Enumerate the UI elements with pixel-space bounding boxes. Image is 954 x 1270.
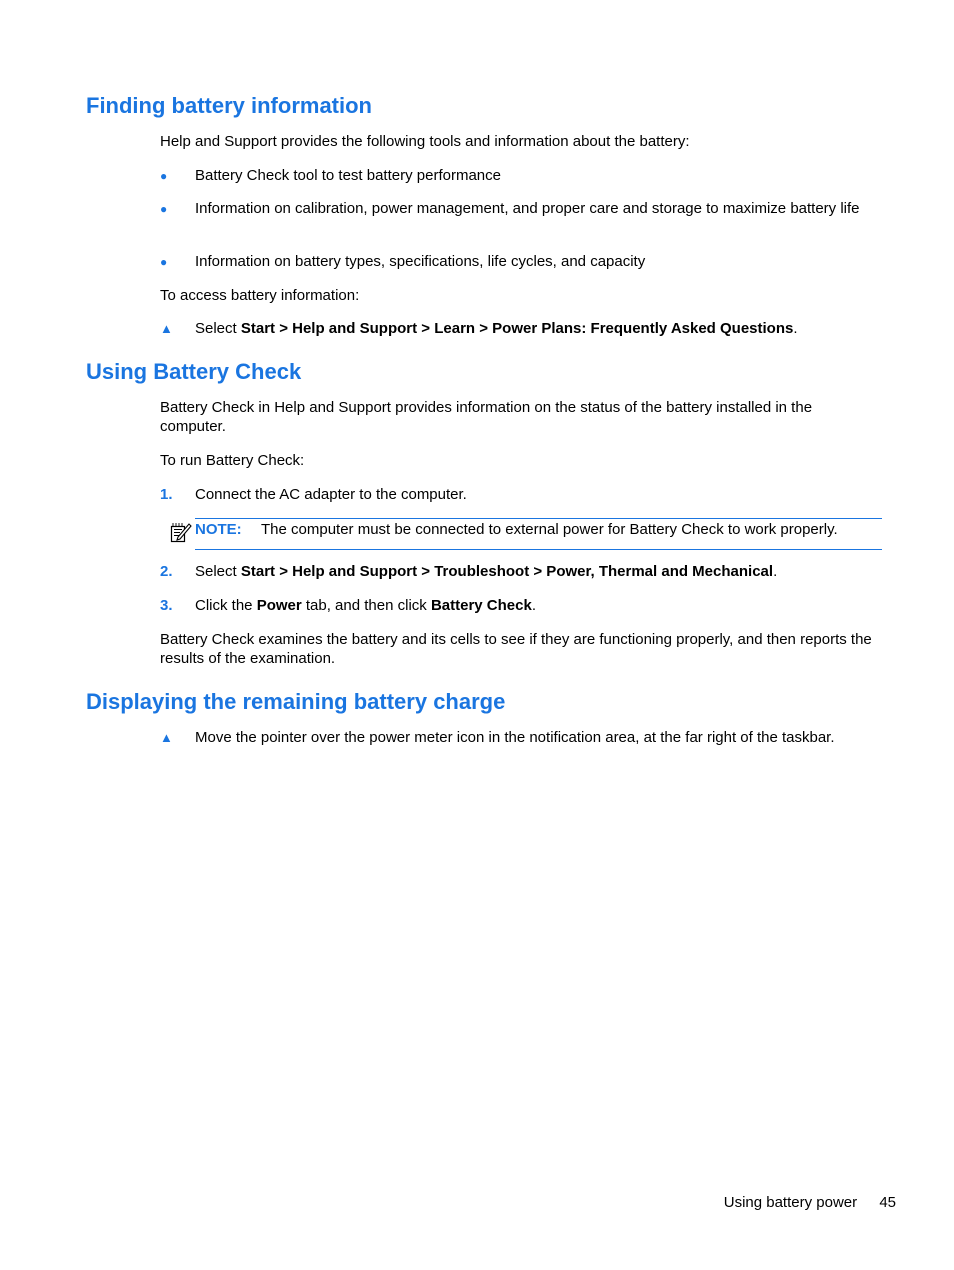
step-number: 1. (160, 486, 173, 503)
bullet-icon: ● (160, 169, 168, 183)
step-text: Select Start > Help and Support > Troubleshoot > Power, Thermal and Mechanical. (195, 563, 778, 580)
menu-path: Start > Help and Support > Troubleshoot > Power, Thermal and Mechanical (240, 563, 774, 580)
bullet-icon: ● (160, 202, 168, 216)
note-pencil-icon (170, 521, 192, 543)
bullet-icon: ● (160, 255, 168, 269)
step-text: Move the pointer over the power meter icon in the notification area, at the far right of the taskbar. (195, 729, 835, 746)
note-bottom-rule (195, 549, 882, 550)
note-text: The computer must be connected to external power for Battery Check to work properly. (261, 521, 838, 538)
section-heading-using-battery-check: Using Battery Check (86, 359, 302, 384)
step-text: Connect the AC adapter to the computer. (195, 486, 467, 503)
run-intro: To run Battery Check: (160, 452, 305, 469)
section-heading-displaying-remaining-charge: Displaying the remaining battery charge (86, 689, 506, 714)
page-number: 45 (879, 1194, 896, 1211)
triangle-step-icon: ▲ (160, 730, 173, 745)
outro-paragraph: Battery Check examines the battery and its cells to see if they are functioning properly, and then reports the results of the examination. (160, 631, 872, 667)
list-item-text: Battery Check tool to test battery performance (195, 167, 501, 184)
step-number: 3. (160, 597, 173, 614)
list-item-text: Information on calibration, power management, and proper care and storage to maximize battery life (195, 200, 860, 217)
note-box (168, 518, 882, 549)
battery-check-name: Battery Check (430, 597, 532, 614)
page-footer (724, 1193, 896, 1212)
power-tab-name: Power (256, 597, 302, 614)
triangle-step-icon: ▲ (160, 321, 173, 336)
step-text: Select Start > Help and Support > Learn > Power Plans: Frequently Asked Questions. (195, 320, 798, 337)
menu-path: Start > Help and Support > Learn > Power Plans: Frequently Asked Questions (240, 320, 794, 337)
footer-section-title: Using battery power (723, 1194, 858, 1211)
intro-paragraph: Help and Support provides the following tools and information about the battery: (160, 133, 690, 150)
note-top-rule (195, 518, 882, 519)
access-intro: To access battery information: (160, 287, 360, 304)
section-heading-finding-battery-information: Finding battery information (86, 93, 372, 118)
intro-paragraph: Battery Check in Help and Support provides information on the status of the battery installed in the computer. (160, 399, 813, 435)
list-item-text: Information on battery types, specifications, life cycles, and capacity (195, 253, 646, 270)
note-label: NOTE: (195, 521, 242, 538)
step-text: Click the Power tab, and then click Battery Check. (195, 597, 537, 614)
step-number: 2. (160, 563, 173, 580)
